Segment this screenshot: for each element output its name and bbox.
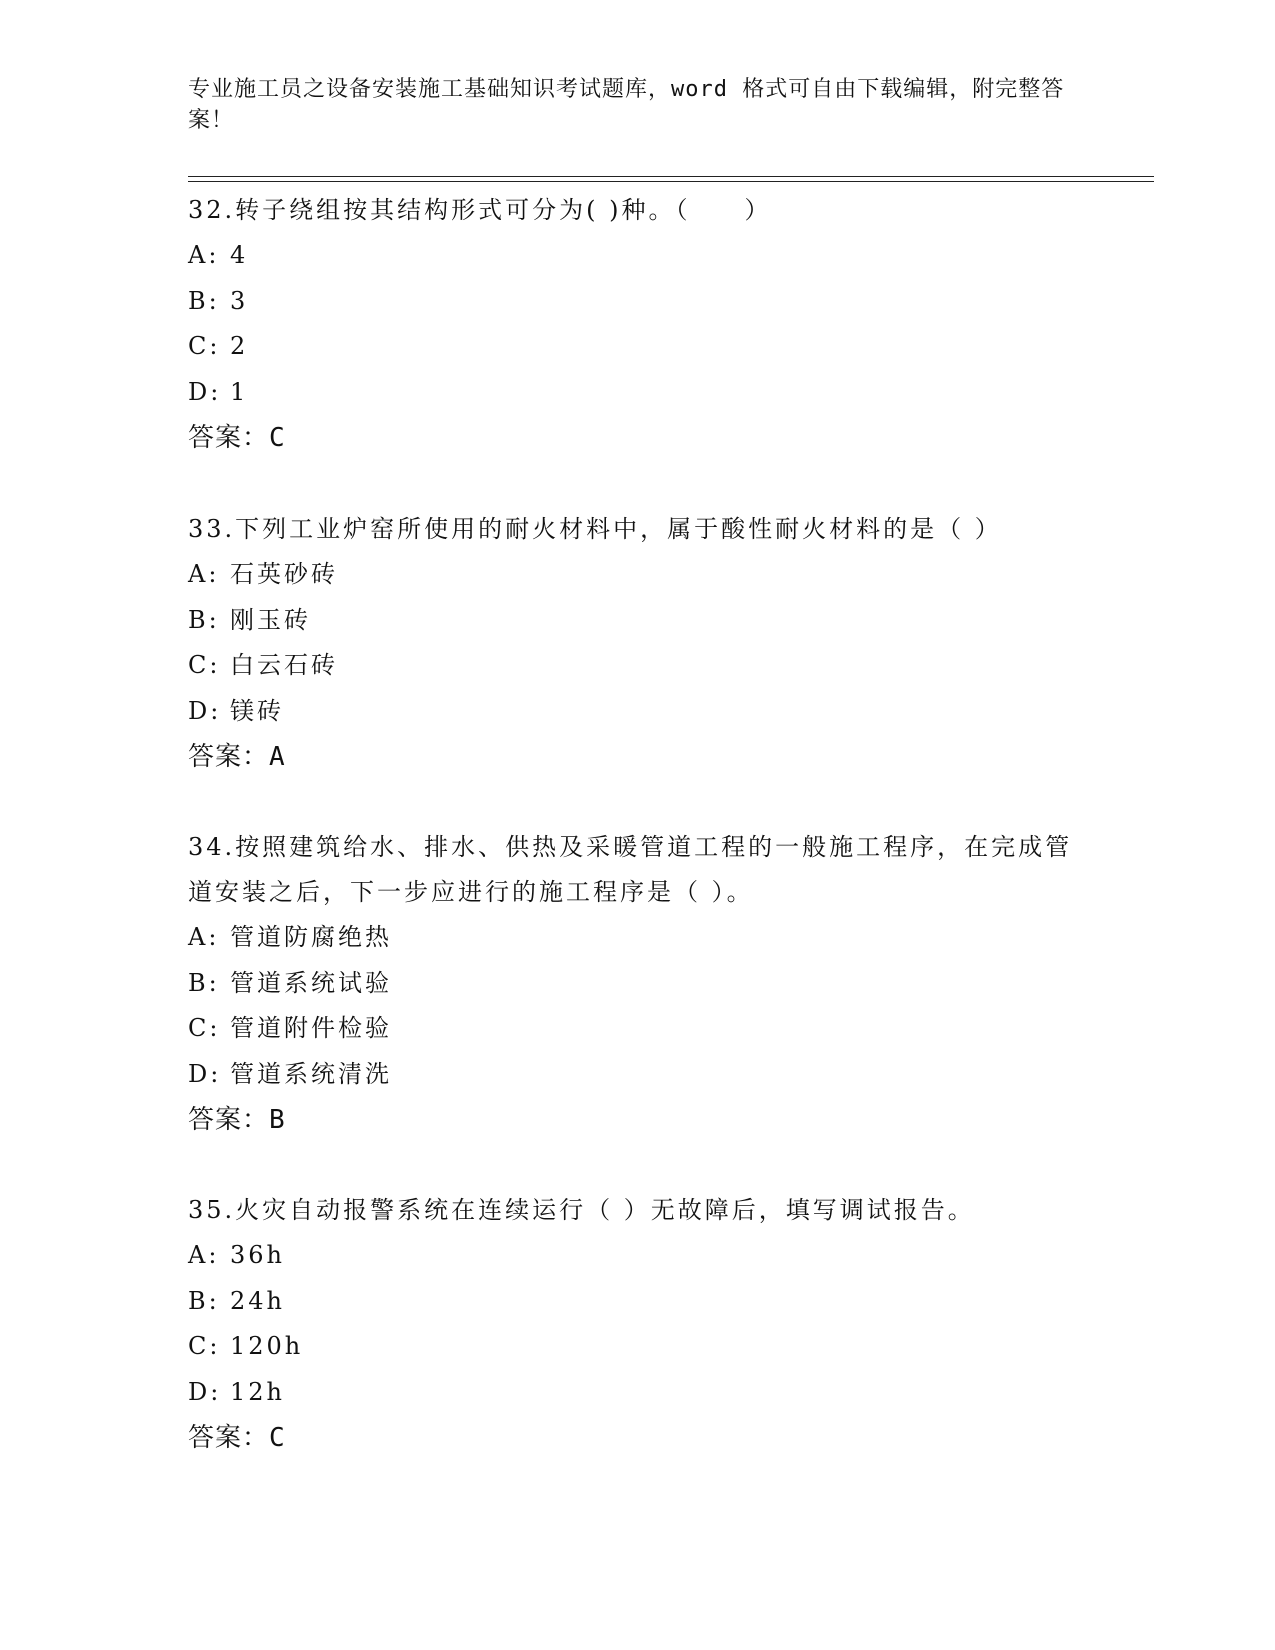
option-letter: A:	[188, 241, 220, 269]
option-c	[188, 1006, 1088, 1052]
option-b	[188, 598, 1088, 644]
question-34	[188, 825, 1088, 1143]
option-text: 24h	[230, 1286, 285, 1315]
option-d	[188, 1370, 1088, 1416]
option-b	[188, 279, 1088, 325]
option-text: 镁砖	[230, 696, 284, 725]
answer-line: 答案：B	[188, 1105, 286, 1135]
option-text: 刚玉砖	[230, 605, 311, 634]
option-d	[188, 689, 1088, 735]
option-letter: A:	[188, 923, 220, 951]
option-text: 管道系统清洗	[230, 1059, 392, 1088]
header-divider-bottom	[188, 181, 1154, 182]
document-intro: 专业施工员之设备安装施工基础知识考试题库，word 格式可自由下载编辑，附完整答案！	[188, 77, 1065, 133]
option-d	[188, 1052, 1088, 1098]
option-text: 3	[230, 286, 249, 315]
option-text: 管道附件检验	[230, 1014, 392, 1042]
header-divider-top	[188, 176, 1154, 177]
option-letter: A:	[188, 560, 220, 588]
option-c	[188, 1324, 1088, 1370]
option-letter: C:	[188, 332, 221, 360]
option-letter: C:	[188, 1014, 221, 1042]
option-letter: C:	[188, 651, 221, 679]
question-35	[188, 1188, 1088, 1461]
answer-line: 答案：C	[188, 423, 286, 453]
option-d	[188, 370, 1088, 416]
answer-line: 答案：C	[188, 1423, 286, 1453]
option-text: 12h	[230, 1377, 285, 1406]
option-a	[188, 233, 1088, 279]
option-b	[188, 961, 1088, 1007]
option-text: 1	[230, 377, 249, 406]
question-33	[188, 507, 1088, 780]
option-text: 石英砂砖	[230, 560, 338, 588]
option-a	[188, 1233, 1088, 1279]
option-text: 36h	[230, 1241, 285, 1269]
option-letter: B:	[188, 286, 220, 315]
option-text: 白云石砖	[230, 651, 338, 679]
option-a	[188, 552, 1088, 598]
option-text: 4	[230, 241, 249, 269]
option-text: 管道系统试验	[230, 968, 392, 997]
option-letter: A:	[188, 1241, 220, 1269]
question-stem: 32.转子绕组按其结构形式可分为( )种。（ ）	[188, 196, 772, 224]
option-c	[188, 324, 1088, 370]
option-letter: D:	[188, 1377, 222, 1406]
option-letter: B:	[188, 1286, 220, 1315]
question-32	[188, 188, 1088, 461]
option-letter: D:	[188, 377, 222, 406]
option-a	[188, 915, 1088, 961]
option-letter: B:	[188, 968, 220, 997]
option-letter: B:	[188, 605, 220, 634]
option-letter: C:	[188, 1332, 221, 1360]
question-stem: 34.按照建筑给水、排水、供热及采暖管道工程的一般施工程序，在完成管道安装之后，下一步应进行的施工程序是（ ）。	[188, 833, 1073, 906]
option-text: 120h	[230, 1332, 304, 1360]
question-stem: 33.下列工业炉窑所使用的耐火材料中，属于酸性耐火材料的是（ ）	[188, 515, 1002, 543]
option-letter: D:	[188, 1059, 222, 1088]
option-text: 2	[230, 332, 249, 360]
option-c	[188, 643, 1088, 689]
option-b	[188, 1279, 1088, 1325]
question-stem: 35.火灾自动报警系统在连续运行（ ）无故障后，填写调试报告。	[188, 1196, 975, 1224]
option-letter: D:	[188, 696, 222, 725]
answer-line: 答案：A	[188, 742, 286, 772]
option-text: 管道防腐绝热	[230, 923, 392, 951]
